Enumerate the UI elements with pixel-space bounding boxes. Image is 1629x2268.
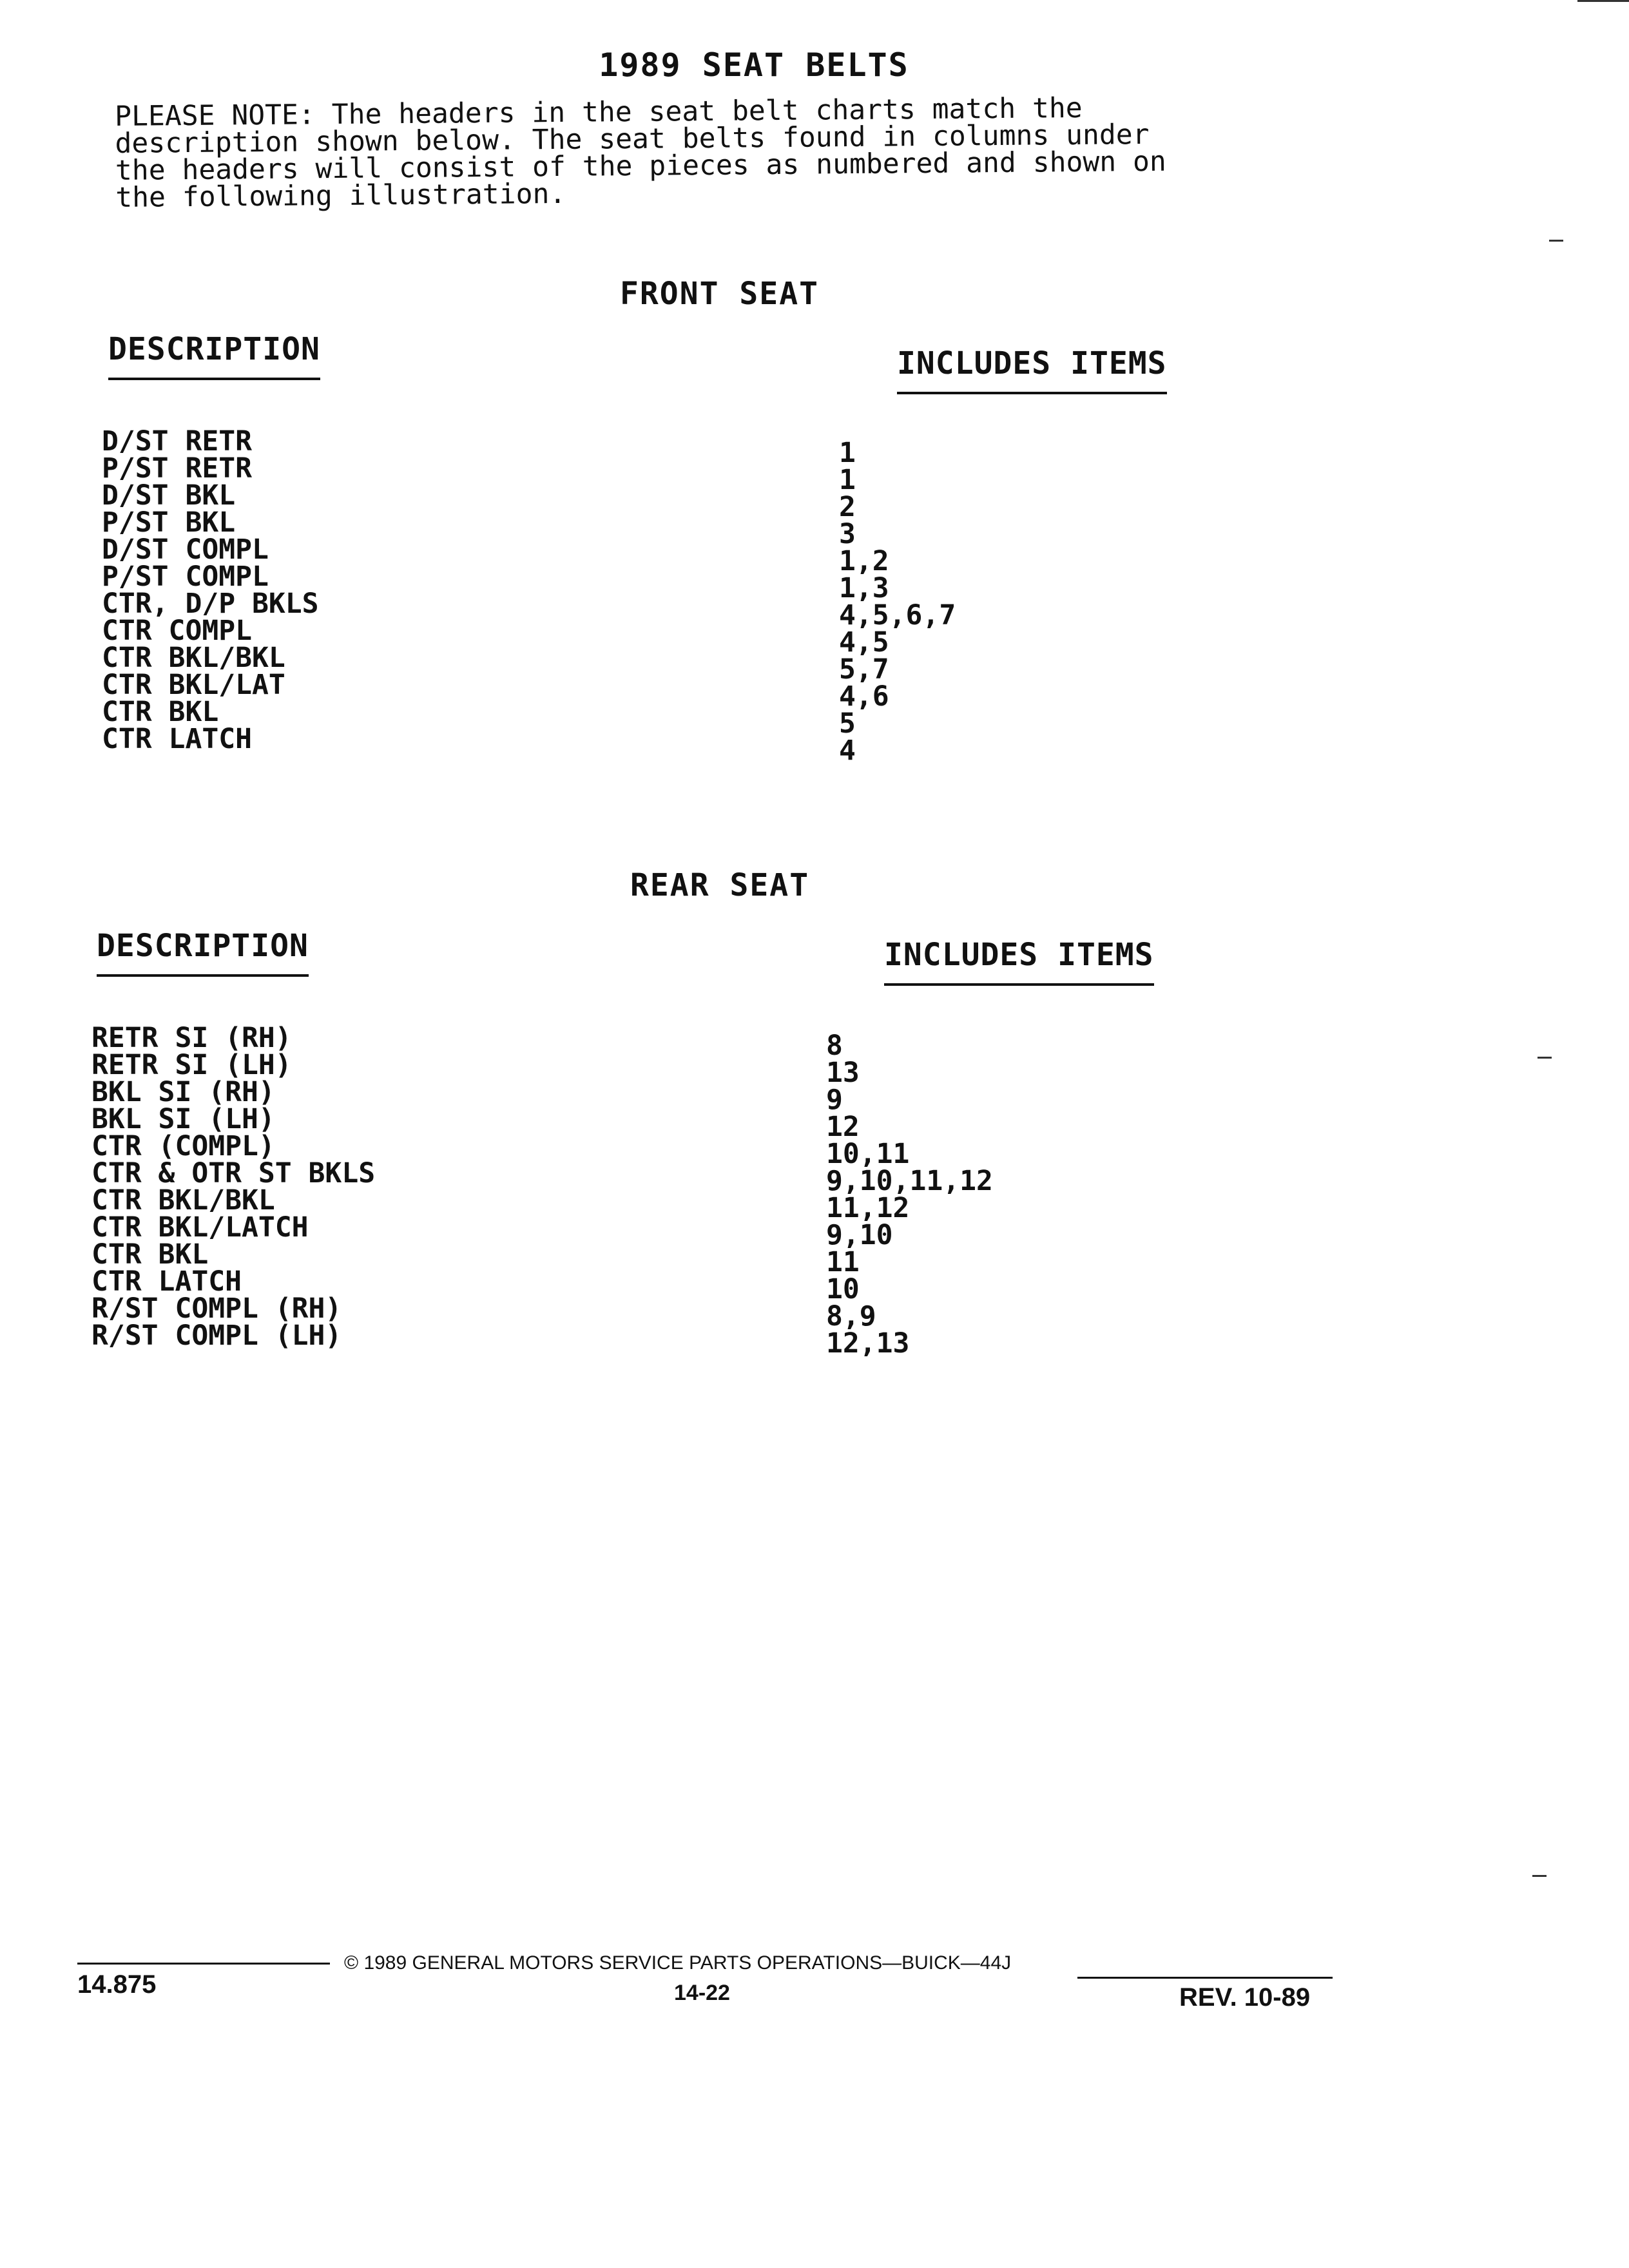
list-item: P/ST BKL (102, 506, 236, 539)
list-item: CTR LATCH (102, 723, 252, 755)
list-item: RETR SI (RH) (92, 1022, 292, 1054)
list-item: 1 (839, 464, 856, 496)
list-item: RETR SI (LH) (92, 1049, 292, 1081)
list-item: CTR COMPL (102, 615, 252, 647)
list-item: CTR LATCH (92, 1265, 242, 1298)
list-item: BKL SI (LH) (92, 1103, 275, 1135)
rear-includes-items-header: INCLUDES ITEMS (884, 937, 1154, 986)
list-item: 8 (826, 1030, 843, 1062)
list-item: CTR BKL/BKL (92, 1184, 275, 1216)
scan-mark-right-1 (1549, 240, 1563, 242)
list-item: D/ST RETR (102, 425, 252, 457)
list-item: 9,10,11,12 (826, 1165, 993, 1197)
list-item: 1 (839, 437, 856, 469)
list-item: 12,13 (826, 1327, 910, 1360)
list-item: BKL SI (RH) (92, 1076, 275, 1108)
list-item: D/ST BKL (102, 479, 236, 512)
list-item: 10,11 (826, 1138, 910, 1170)
footer-revision: REV. 10-89 (1179, 1983, 1311, 2012)
front-includes-items-header: INCLUDES ITEMS (897, 345, 1167, 394)
list-item: CTR & OTR ST BKLS (92, 1157, 376, 1189)
scan-mark-top-right (1577, 0, 1629, 2)
list-item: R/ST COMPL (LH) (92, 1320, 342, 1352)
list-item: P/ST COMPL (102, 561, 269, 593)
list-item: CTR (COMPL) (92, 1130, 275, 1162)
list-item: 4,5 (839, 626, 889, 658)
list-item: 1,2 (839, 545, 889, 577)
list-item: 9,10 (826, 1219, 893, 1251)
list-item: 4,5,6,7 (839, 599, 956, 631)
rear-items-list (826, 1030, 993, 1360)
footer-rule-right (1077, 1977, 1333, 1979)
list-item: 8,9 (826, 1300, 876, 1332)
rear-description-header: DESCRIPTION (97, 928, 309, 977)
list-item: D/ST COMPL (102, 533, 269, 566)
list-item: 9 (826, 1084, 843, 1116)
list-item: R/ST COMPL (RH) (92, 1293, 342, 1325)
front-description-header: DESCRIPTION (108, 331, 320, 380)
list-item: 5 (839, 707, 856, 740)
front-description-list (102, 425, 319, 755)
please-note-paragraph: PLEASE NOTE: The headers in the seat belt charts match the description shown below. The seat belts found in columns under the headers will consist of the pieces as numbered and shown on the following illustration. (114, 91, 1167, 214)
list-item: CTR BKL/LAT (102, 669, 285, 701)
list-item: 5,7 (839, 653, 889, 686)
list-item: 1,3 (839, 572, 889, 604)
footer-left-number: 14.875 (77, 1970, 157, 1999)
list-item: 10 (826, 1273, 860, 1305)
footer-rule-left (77, 1963, 330, 1965)
list-item: 13 (826, 1057, 860, 1089)
list-item: 11,12 (826, 1192, 910, 1224)
list-item: P/ST RETR (102, 452, 252, 485)
rear-description-list (92, 1022, 376, 1352)
page-title: 1989 SEAT BELTS (599, 46, 909, 84)
scan-mark-right-3 (1532, 1875, 1547, 1877)
list-item: CTR BKL (92, 1238, 209, 1271)
front-seat-title: FRONT SEAT (620, 276, 819, 312)
list-item: CTR BKL (102, 696, 219, 728)
list-item: 12 (826, 1111, 860, 1143)
list-item: 11 (826, 1246, 860, 1278)
footer-page-number: 14-22 (674, 1981, 730, 2005)
list-item: 2 (839, 491, 856, 523)
list-item: CTR BKL/BKL (102, 642, 285, 674)
footer-copyright: © 1989 GENERAL MOTORS SERVICE PARTS OPERATIONS—BUICK—44J (344, 1952, 1012, 1974)
list-item: CTR BKL/LATCH (92, 1211, 309, 1244)
list-item: 4,6 (839, 680, 889, 713)
list-item: 3 (839, 518, 856, 550)
scan-mark-right-2 (1537, 1057, 1552, 1059)
rear-seat-title: REAR SEAT (630, 867, 810, 903)
front-items-list (839, 437, 956, 767)
list-item: CTR, D/P BKLS (102, 588, 319, 620)
list-item: 4 (839, 735, 856, 767)
